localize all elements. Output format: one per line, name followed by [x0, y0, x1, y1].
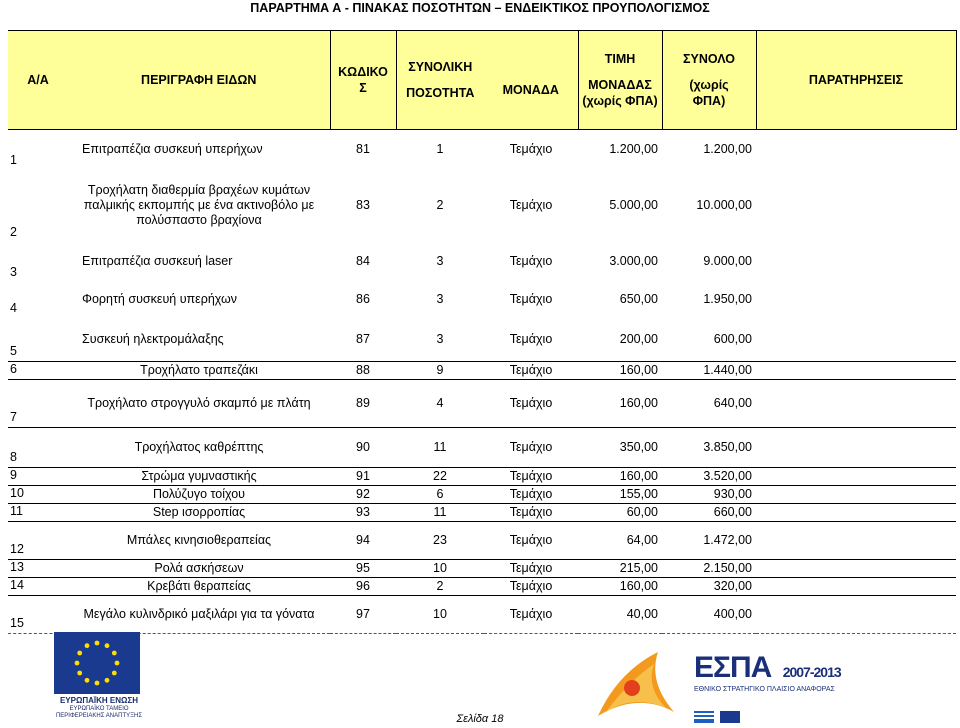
cell-code: 91	[330, 468, 396, 486]
cell-price: 64,00	[578, 522, 662, 560]
cell-unit: Τεμάχιο	[484, 522, 578, 560]
cell-price: 3.000,00	[609, 254, 658, 268]
eu-star	[95, 641, 100, 646]
cell-price: 5.000,00	[609, 198, 658, 212]
cell-desc: Κρεβάτι θεραπείας	[68, 578, 330, 596]
cell-desc: Step ισορροπίας	[68, 504, 330, 522]
header-code-line1: ΚΩΔΙΚΟ	[338, 65, 388, 79]
espa-name: ΕΣΠΑ	[694, 651, 772, 684]
table-row	[8, 522, 956, 560]
cell-remarks	[756, 318, 956, 362]
cell-total: 3.520,00	[662, 468, 756, 486]
table-row	[8, 504, 956, 522]
cell-unit: Τεμάχιο	[484, 428, 578, 468]
cell-total: 2.150,00	[662, 560, 756, 578]
header-price-line1: ΤΙΜΗ	[604, 52, 636, 66]
cell-unit: Τεμάχιο	[484, 596, 578, 634]
cell-code: 94	[330, 522, 396, 560]
greek-flag-stripe	[694, 717, 714, 719]
table-row	[8, 130, 956, 170]
header-unit: ΜΟΝΑΔΑ	[484, 31, 578, 130]
cell-unit: Τεμάχιο	[484, 578, 578, 596]
cell-desc: Τροχήλατο τραπεζάκι	[68, 362, 330, 380]
table-body	[8, 130, 956, 634]
cell-total: 3.850,00	[662, 428, 756, 468]
cell-remarks	[756, 560, 956, 578]
header-code	[330, 31, 396, 130]
cell-code: 97	[330, 596, 396, 634]
espa-logo-icon	[588, 642, 684, 726]
cell-desc: Τροχήλατο στρογγυλό σκαμπό με πλάτη	[68, 380, 330, 428]
cell-remarks	[756, 380, 956, 428]
cell-desc: Μεγάλο κυλινδρικό μαξιλάρι για τα γόνατα	[68, 596, 330, 634]
header-total	[662, 31, 756, 130]
cell-remarks	[756, 468, 956, 486]
cell-remarks	[756, 486, 956, 504]
cell-code: 88	[330, 362, 396, 380]
header-qty-line2: ΠΟΣΟΤΗΤΑ	[406, 86, 475, 100]
cell-remarks	[756, 504, 956, 522]
cell-num: 11	[8, 504, 68, 522]
cell-total: 1.950,00	[703, 292, 752, 306]
cell-desc: Φορητή συσκευή υπερήχων	[82, 292, 238, 306]
cell-total: 1.472,00	[662, 522, 756, 560]
cell-qty: 2	[436, 198, 444, 212]
cell-qty: 11	[396, 428, 484, 468]
header-total-line3: ΦΠΑ)	[692, 94, 726, 108]
cell-num: 4	[10, 300, 17, 315]
cell-unit: Τεμάχιο	[484, 362, 578, 380]
cell-total: 930,00	[662, 486, 756, 504]
quantities-table	[8, 30, 957, 634]
eu-star	[105, 678, 110, 683]
cell-unit: Τεμάχιο	[509, 198, 553, 212]
cell-desc: Μπάλες κινησιοθεραπείας	[68, 522, 330, 560]
cell-qty: 1	[436, 142, 444, 157]
cell-qty: 9	[396, 362, 484, 380]
eu-small-flag-icon	[720, 711, 740, 723]
cell-qty: 23	[396, 522, 484, 560]
cell-unit: Τεμάχιο	[484, 468, 578, 486]
cell-code: 87	[356, 331, 370, 346]
cell-unit: Τεμάχιο	[484, 504, 578, 522]
cell-code: 90	[330, 428, 396, 468]
cell-num: 8	[8, 428, 68, 468]
cell-price: 650,00	[619, 292, 658, 306]
eu-line1: ΕΥΡΩΠΑΪΚΟ ΤΑΜΕΙΟ	[69, 706, 129, 712]
header-quantity	[396, 31, 484, 130]
cell-qty: 22	[396, 468, 484, 486]
eu-caption	[40, 696, 158, 720]
cell-num: 6	[8, 362, 68, 380]
cell-remarks	[756, 282, 956, 318]
cell-total: 1.200,00	[703, 142, 752, 157]
page-number: Σελίδα 18	[456, 713, 504, 725]
cell-qty: 3	[436, 292, 444, 306]
cell-num: 7	[8, 380, 68, 428]
eu-flag-logo	[54, 632, 140, 694]
table-row	[8, 560, 956, 578]
cell-num: 13	[8, 560, 68, 578]
header-total-line1: ΣΥΝΟΛΟ	[683, 52, 735, 66]
cell-code: 83	[356, 198, 370, 212]
cell-total: 1.440,00	[662, 362, 756, 380]
cell-total: 10.000,00	[696, 198, 752, 212]
cell-price: 40,00	[578, 596, 662, 634]
eu-star	[85, 643, 90, 648]
cell-code: 96	[330, 578, 396, 596]
table-row	[8, 428, 956, 468]
espa-flags-strip	[694, 710, 894, 724]
cell-unit: Τεμάχιο	[509, 254, 553, 268]
footer	[0, 590, 960, 728]
table-row	[8, 468, 956, 486]
cell-remarks	[756, 522, 956, 560]
cell-unit: Τεμάχιο	[484, 380, 578, 428]
cell-code: 95	[330, 560, 396, 578]
cell-total: 660,00	[662, 504, 756, 522]
cell-code: 84	[356, 254, 370, 268]
cell-price: 1.200,00	[609, 142, 658, 157]
cell-qty: 11	[396, 504, 484, 522]
cell-qty: 3	[436, 254, 444, 268]
cell-desc: Ρολά ασκήσεων	[68, 560, 330, 578]
cell-num: 14	[8, 578, 68, 596]
cell-num: 10	[8, 486, 68, 504]
header-aa: Α/Α	[8, 31, 68, 130]
cell-qty: 4	[396, 380, 484, 428]
espa-sun	[624, 680, 640, 696]
cell-desc: Συσκευή ηλεκτρομάλαξης	[82, 331, 224, 346]
cell-qty: 6	[396, 486, 484, 504]
table-header-row	[8, 31, 956, 130]
espa-subtitle: ΕΘΝΙΚΟ ΣΤΡΑΤΗΓΙΚΟ ΠΛΑΙΣΙΟ ΑΝΑΦΟΡΑΣ	[694, 686, 835, 693]
cell-unit: Τεμάχιο	[484, 486, 578, 504]
table-row	[8, 170, 956, 242]
cell-code: 93	[330, 504, 396, 522]
cell-total: 320,00	[662, 578, 756, 596]
eu-star	[105, 643, 110, 648]
cell-num: 15	[8, 596, 68, 634]
eu-star	[77, 671, 82, 676]
header-code-line2: Σ	[359, 81, 367, 95]
eu-star	[95, 681, 100, 686]
espa-wordmark	[694, 652, 841, 688]
table-row	[8, 380, 956, 428]
eu-star	[75, 661, 80, 666]
table-row	[8, 362, 956, 380]
eu-star	[112, 651, 117, 656]
espa-years: 2007-2013	[782, 664, 841, 680]
eu-star	[115, 661, 120, 666]
cell-desc: Στρώμα γυμναστικής	[68, 468, 330, 486]
header-price	[578, 31, 662, 130]
eu-line2: ΠΕΡΙΦΕΡΕΙΑΚΗΣ ΑΝΑΠΤΥΞΗΣ	[55, 713, 143, 719]
cell-qty: 10	[396, 596, 484, 634]
cell-num: 3	[10, 264, 17, 279]
cell-price: 200,00	[619, 331, 658, 346]
cell-desc: Πολύζυγο τοίχου	[68, 486, 330, 504]
cell-remarks	[756, 170, 956, 242]
table-row	[8, 242, 956, 282]
greek-flag-stripe	[694, 713, 714, 715]
table-row	[8, 486, 956, 504]
cell-total: 400,00	[662, 596, 756, 634]
cell-remarks	[756, 428, 956, 468]
cell-desc: Τροχήλατη διαθερμία βραχέων κυμάτων παλμικής εκπομπής με ένα ακτινοβόλο με πολύσπαστο βραχίονα	[83, 183, 315, 227]
cell-price: 160,00	[578, 380, 662, 428]
table-row	[8, 318, 956, 362]
header-price-line2: ΜΟΝΑΔΑΣ	[588, 78, 652, 92]
header-remarks: ΠΑΡΑΤΗΡΗΣΕΙΣ	[756, 31, 956, 130]
header-total-line2: (χωρίς	[689, 78, 729, 92]
cell-qty: 2	[396, 578, 484, 596]
cell-price: 160,00	[578, 362, 662, 380]
page-title: ΠΑΡΑΡΤΗΜΑ Α - ΠΙΝΑΚΑΣ ΠΟΣΟΤΗΤΩΝ – ΕΝΔΕΙΚΤΙΚΟΣ ΠΡΟΥΠΟΛΟΓΙΣΜΟΣ	[250, 1, 710, 15]
cell-num: 12	[8, 522, 68, 560]
cell-qty: 10	[396, 560, 484, 578]
eu-star	[112, 671, 117, 676]
cell-desc: Επιτραπέζια συσκευή υπερήχων	[82, 142, 263, 157]
cell-desc: Τροχήλατος καθρέπτης	[68, 428, 330, 468]
table-row	[8, 282, 956, 318]
cell-remarks	[756, 242, 956, 282]
cell-total: 9.000,00	[703, 254, 752, 268]
eu-title: ΕΥΡΩΠΑΪΚΗ ΕΝΩΣΗ	[59, 696, 139, 705]
cell-price: 350,00	[578, 428, 662, 468]
cell-code: 89	[330, 380, 396, 428]
cell-desc: Επιτραπέζια συσκευή laser	[82, 254, 233, 268]
cell-price: 215,00	[578, 560, 662, 578]
cell-price: 160,00	[578, 468, 662, 486]
eu-star	[85, 678, 90, 683]
header-price-line3: (χωρίς ΦΠΑ)	[582, 94, 658, 108]
cell-code: 92	[330, 486, 396, 504]
cell-remarks	[756, 130, 956, 170]
cell-price: 160,00	[578, 578, 662, 596]
cell-unit: Τεμάχιο	[509, 142, 553, 157]
cell-unit: Τεμάχιο	[509, 331, 553, 346]
cell-unit: Τεμάχιο	[509, 292, 553, 306]
cell-num: 5	[10, 344, 17, 358]
cell-num: 1	[10, 152, 17, 167]
cell-total: 640,00	[662, 380, 756, 428]
cell-qty: 3	[436, 331, 444, 346]
eu-star	[77, 651, 82, 656]
cell-code: 81	[356, 142, 370, 157]
cell-price: 60,00	[578, 504, 662, 522]
cell-remarks	[756, 362, 956, 380]
cell-unit: Τεμάχιο	[484, 560, 578, 578]
cell-price: 155,00	[578, 486, 662, 504]
cell-num: 9	[8, 468, 68, 486]
header-qty-line1: ΣΥΝΟΛΙΚΗ	[408, 60, 473, 74]
cell-total: 600,00	[713, 331, 752, 346]
header-description: ΠΕΡΙΓΡΑΦΗ ΕΙΔΩΝ	[68, 31, 330, 130]
cell-code: 86	[356, 292, 370, 306]
cell-num: 2	[10, 224, 17, 239]
